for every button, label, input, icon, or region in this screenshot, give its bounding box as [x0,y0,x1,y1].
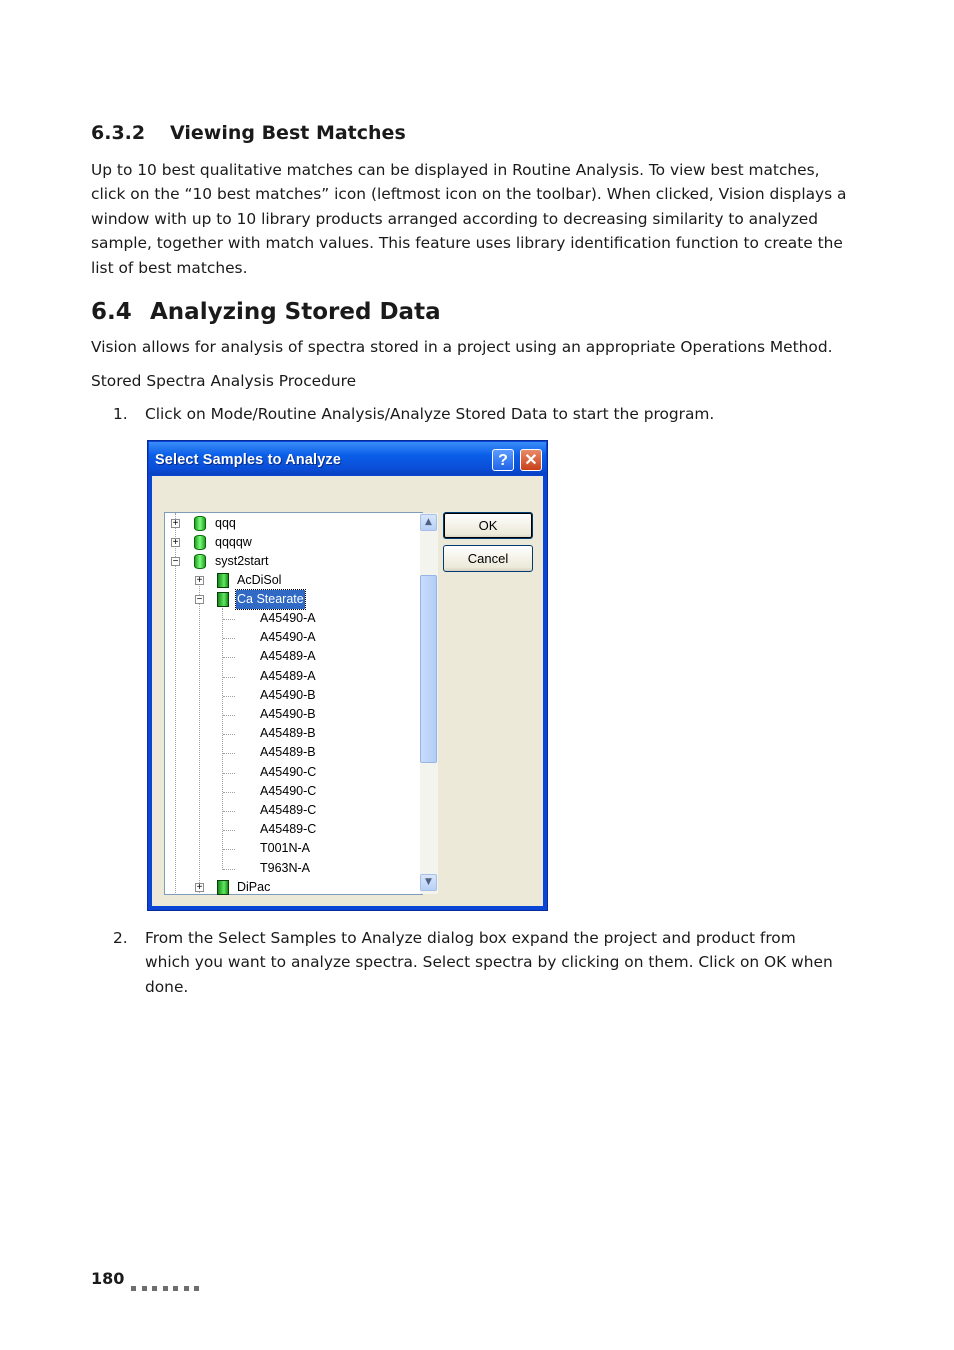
tree-connector [223,849,235,850]
tree-item-label: A45489-C [260,803,317,817]
step-text: From the Select Samples to Analyze dialog box expand the project and product from which you want to analyze spectra. Select spectra by clicking on them. Click on OK when done. [145,929,833,996]
help-button[interactable]: ? [492,449,514,471]
page-number: 180 [91,1269,125,1288]
tree-item-label: qqqqw [215,535,252,549]
step-2 [113,926,853,996]
section-heading-64 [91,299,441,325]
tree-item-project[interactable] [165,514,405,533]
tree-item-label: syst2start [215,554,269,568]
tree-item-spectrum[interactable] [165,859,405,878]
footer-dots [131,1276,205,1295]
expand-icon[interactable]: + [172,518,179,529]
database-icon [194,554,206,569]
tree-item-label: A45489-A [260,668,316,683]
footer-dot [152,1286,157,1291]
footer-dot [194,1286,199,1291]
database-icon [194,516,206,531]
tree-item-product[interactable] [165,878,405,897]
step-number: 1. [113,405,128,423]
tree-item-product[interactable] [165,571,405,590]
scroll-up-icon[interactable]: ▲ [420,514,437,531]
tree-connector [223,657,235,658]
tree-connector [223,677,235,678]
tree-connector [223,869,235,870]
scroll-down-icon[interactable]: ▼ [420,874,437,891]
tree-item-spectrum[interactable] [165,628,405,647]
tree-item-label: A45490-C [260,764,317,779]
tree-item-label: T001N-A [260,841,311,856]
vertical-scrollbar[interactable] [420,513,438,894]
paragraph-analyzing: Vision allows for analysis of spectra stored in a project using an appropriate Operations Method. [91,338,833,356]
tree-item-label: A45489-B [260,745,316,760]
collapse-icon[interactable]: − [196,594,203,605]
database-icon [194,535,206,550]
footer-dot [163,1286,168,1291]
tree-item-spectrum[interactable] [165,801,405,820]
tree-item-spectrum[interactable] [165,839,405,858]
dialog-title-bar [149,442,546,475]
section-number: 6.4 [91,299,132,325]
expand-icon[interactable]: + [196,575,203,586]
scroll-thumb[interactable] [420,575,437,763]
tree-item-label-selected: Ca Stearate [236,590,305,609]
tree-item-label: qqq [215,516,236,530]
dialog-title: Select Samples to Analyze [155,452,342,468]
close-button[interactable]: ✕ [520,449,542,471]
tree-item-product[interactable] [165,590,405,609]
footer-dot [184,1286,189,1291]
tree-connector [223,811,235,812]
select-samples-dialog [147,440,548,911]
section-title: Analyzing Stored Data [150,299,441,325]
tree-item-label: A45490-B [260,707,316,721]
tree-connector [223,696,235,697]
sample-tree-view[interactable] [164,512,432,895]
tree-item-spectrum[interactable] [165,647,405,666]
expand-icon[interactable]: + [172,537,179,548]
cancel-button[interactable]: Cancel [443,545,533,572]
tree-item-project[interactable] [165,552,405,571]
tree-item-spectrum[interactable] [165,743,405,762]
tree-connector [223,830,235,831]
paragraph-best-matches: Up to 10 best qualitative matches can be displayed in Routine Analysis. To view best matches, click on the “10 best matches” icon (leftmost icon on the toolbar). When clicked, Vision displays a window with up to 10 library products arranged according to decreasing similarity to analyzed sample, together with match values. This feature uses library identification function to create the list of best matches. [91,161,847,277]
dialog-client-area [152,476,543,906]
tree-item-label: A45489-B [260,726,316,741]
step-1 [113,402,853,426]
section-heading-632 [91,122,406,144]
step-text: Click on Mode/Routine Analysis/Analyze Stored Data to start the program. [145,405,715,423]
footer-dot [173,1286,178,1291]
product-icon [217,573,229,588]
section-number: 6.3.2 [91,122,146,144]
tree-connector [223,773,235,774]
tree-item-label: A45490-A [260,611,316,625]
tree-item-label: A45489-A [260,649,316,664]
tree-connector [223,792,235,793]
tree-item-label: A45489-C [260,822,317,837]
tree-item-label: T963N-A [260,860,311,875]
footer-dot [142,1286,147,1291]
tree-item-label: A45490-C [260,783,317,798]
section-title: Viewing Best Matches [170,122,406,144]
ok-button[interactable]: OK [443,512,533,539]
collapse-icon[interactable]: − [172,556,179,567]
tree-item-spectrum[interactable] [165,686,405,705]
tree-connector [223,753,235,754]
tree-item-label: A45490-A [260,630,316,645]
tree-item-label: DiPac [237,880,271,894]
tree-connector [223,638,235,639]
tree-item-spectrum[interactable] [165,820,405,839]
tree-item-spectrum[interactable] [165,782,405,801]
tree-item-project[interactable] [165,533,405,552]
tree-item-label: AcDiSol [237,573,282,587]
tree-item-spectrum[interactable] [165,667,405,686]
tree-item-spectrum[interactable] [165,705,405,724]
step-number: 2. [113,929,128,947]
tree-item-spectrum[interactable] [165,724,405,743]
tree-connector [223,734,235,735]
tree-connector [223,619,235,620]
product-icon [217,880,229,895]
tree-connector [223,715,235,716]
tree-item-spectrum[interactable] [165,609,405,628]
expand-icon[interactable]: + [196,882,203,893]
footer-dot [131,1286,136,1291]
procedure-title: Stored Spectra Analysis Procedure [91,372,357,390]
tree-item-label: A45490-B [260,687,316,702]
tree-item-spectrum[interactable] [165,763,405,782]
product-icon [217,592,229,607]
